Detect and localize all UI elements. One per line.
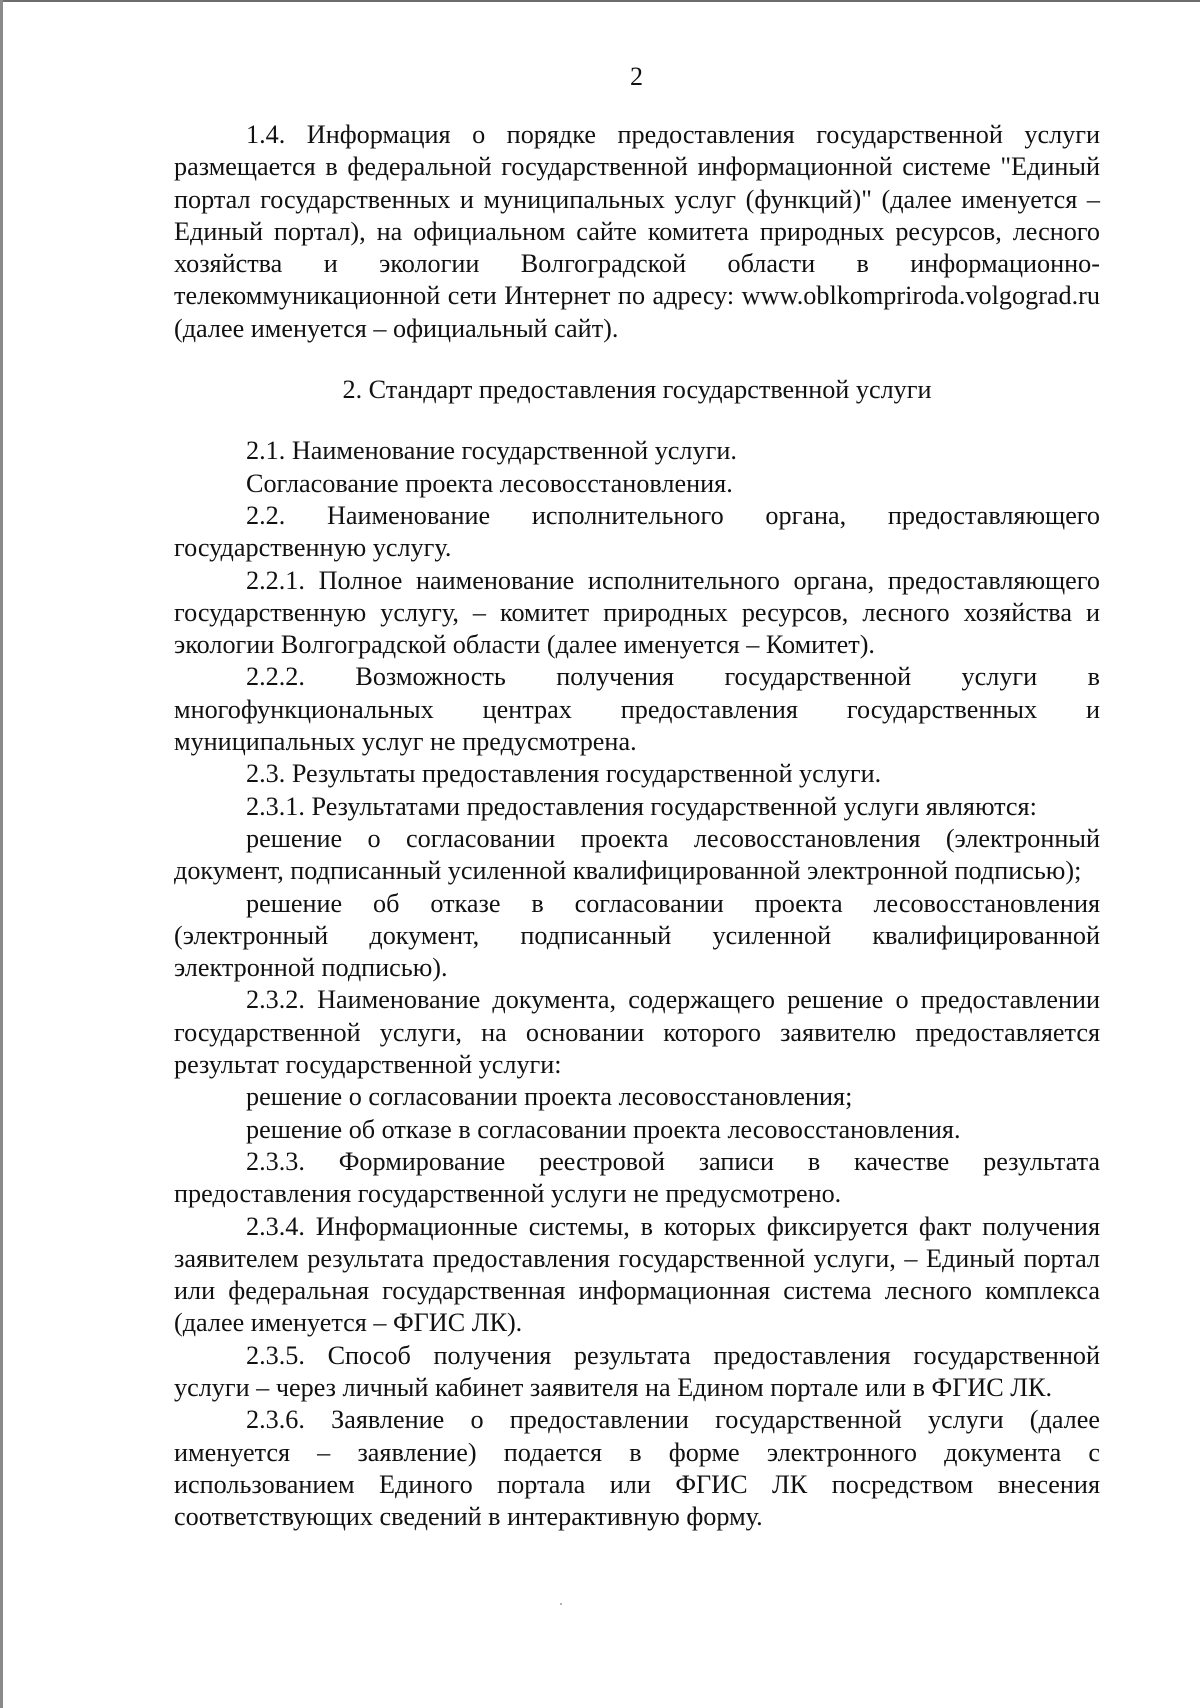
paragraph-1-4: 1.4. Информация о порядке предоставления государственной услуги размещается в федеральной государственной информационной системе "Единый портал государственных и муниципальных услуг (функций)" (далее именуется – Единый портал), на официальном сайте комитета природных ресурсов, лесного хозяйства и экологии Волгоградской области в информационно-телекоммуникационной сети Интернет по адресу: www.oblkompriroda.volgograd.ru (далее именуется – официальный сайт). <box>174 120 1100 343</box>
spacer <box>174 345 1100 374</box>
paragraph-2-3-6: 2.3.6. Заявление о предоставлении государственной услуги (далее именуется – заявление) подается в форме электронного документа с использованием Единого портала или ФГИС ЛК посредством внесения соответствующих сведений в интерактивную форму. <box>174 1405 1100 1532</box>
paragraph-2-3-4: 2.3.4. Информационные системы, в которых фиксируется факт получения заявителем результата предоставления государственной услуги, – Единый портал или федеральная государственная информационная система лесного комплекса (далее именуется – ФГИС ЛК). <box>174 1211 1100 1338</box>
scan-top-edge <box>0 0 1200 2</box>
paragraph-2-3: 2.3. Результаты предоставления государственной услуги. <box>246 759 882 789</box>
paragraph-document-approval: решение о согласовании проекта лесовосстановления; <box>246 1082 853 1112</box>
paragraph-2-3-5: 2.3.5. Способ получения результата предоставления государственной услуги – через личный кабинет заявителя на Едином портале или в ФГИС ЛК. <box>174 1340 1100 1402</box>
document-body <box>174 119 1100 1533</box>
section-heading: 2. Стандарт предоставления государственной услуги <box>342 375 932 405</box>
paragraph-service-name: Согласование проекта лесовосстановления. <box>246 468 733 498</box>
paragraph-2-3-1: 2.3.1. Результатами предоставления государственной услуги являются: <box>246 791 1037 821</box>
paragraph-2-1: 2.1. Наименование государственной услуги. <box>246 436 737 466</box>
paragraph-result-refusal: решение об отказе в согласовании проекта лесовосстановления (электронный документ, подписанный усиленной квалифицированной электронной подписью). <box>174 888 1100 983</box>
paragraph-2-3-3: 2.3.3. Формирование реестровой записи в качестве результата предоставления государственной услуги не предусмотрено. <box>174 1146 1100 1209</box>
paragraph-document-refusal: решение об отказе в согласовании проекта лесовосстановления. <box>246 1114 961 1144</box>
spacer <box>174 406 1100 435</box>
scan-speck <box>560 1603 562 1605</box>
scan-left-edge <box>0 0 3 1708</box>
page-number: 2 <box>630 62 643 91</box>
paragraph-2-3-2: 2.3.2. Наименование документа, содержащего решение о предоставлении государственной услуги, на основании которого заявителю предоставляется результат государственной услуги: <box>174 985 1100 1080</box>
paragraph-result-approval: решение о согласовании проекта лесовосстановления (электронный документ, подписанный усиленной квалифицированной электронной подписью); <box>174 823 1100 886</box>
paragraph-2-2-2: 2.2.2. Возможность получения государственной услуги в многофункциональных центрах предоставления государственных и муниципальных услуг не предусмотрена. <box>174 662 1100 757</box>
paragraph-2-2-1: 2.2.1. Полное наименование исполнительного органа, предоставляющего государственную услугу, – комитет природных ресурсов, лесного хозяйства и экологии Волгоградской области (далее именуется – Комитет). <box>174 565 1100 660</box>
paragraph-2-2: 2.2. Наименование исполнительного органа, предоставляющего государственную услугу. <box>174 500 1100 563</box>
